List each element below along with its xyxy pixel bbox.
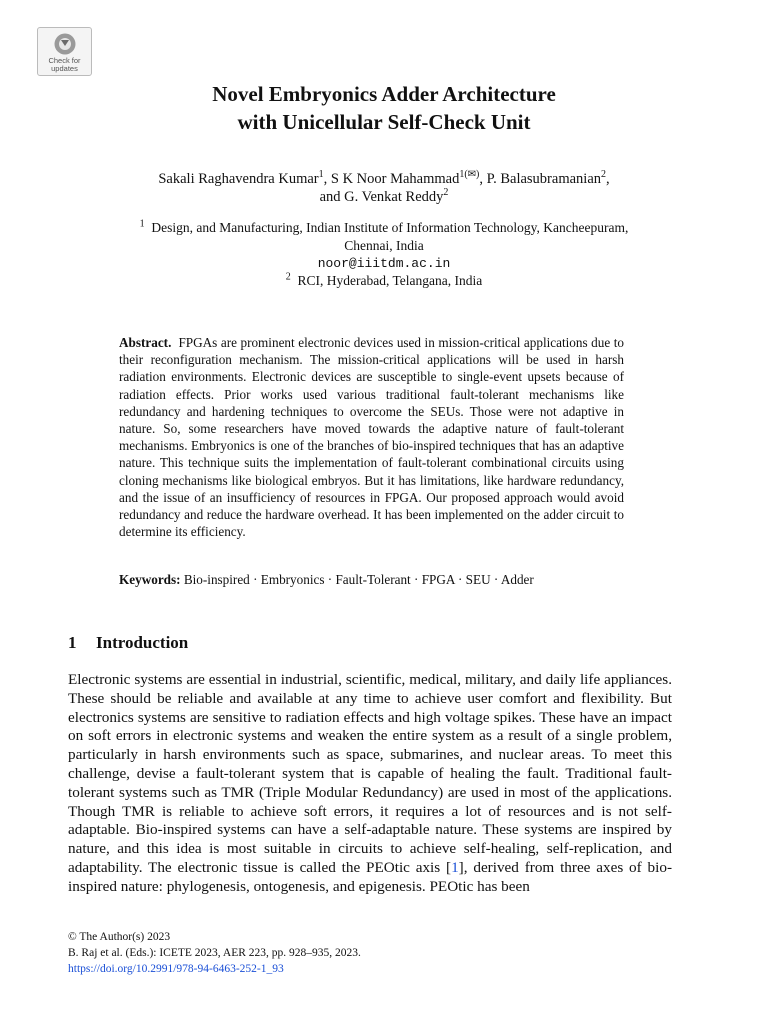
affiliation-text: Design, and Manufacturing, Indian Institute of Information Technology, Kancheepuram,: [151, 220, 629, 235]
keywords: [119, 571, 624, 588]
affiliation-1: [0, 219, 768, 236]
author-line-1: [0, 170, 768, 188]
email-link[interactable]: noor@iiitdm.ac.in: [317, 256, 451, 271]
introduction-paragraph: [68, 671, 672, 897]
intro-text-continued: ], derived from three axes of bio-inspired nature: phylogenesis, ontogenesis, and epigenesis. PEOtic has been: [68, 858, 672, 895]
author-name: , S K Noor Mahammad: [323, 171, 460, 187]
doi-url[interactable]: https://doi.org/10.2991/978-94-6463-252-1_93: [68, 963, 284, 975]
author-affiliation-mark: 2: [443, 187, 449, 199]
paper-title-line-1: Novel Embryonics Adder Architecture: [212, 82, 556, 106]
abstract: [119, 334, 624, 540]
section-number: 1: [68, 633, 77, 652]
section-heading: [68, 633, 188, 653]
author-name: Sakali Raghavendra Kumar: [158, 171, 319, 187]
paper-title-line-2: with Unicellular Self-Check Unit: [237, 110, 531, 134]
doi-link[interactable]: [68, 962, 284, 977]
affiliation-number: 1: [139, 218, 145, 230]
section-title: Introduction: [96, 633, 189, 652]
badge-label: Check for updates: [48, 56, 81, 73]
author-name: , P. Balasubramanian: [479, 171, 602, 187]
affiliation-1-location: Chennai, India: [344, 238, 424, 253]
keywords-text: Bio-inspired · Embryonics · Fault-Tolerant · FPGA · SEU · Adder: [183, 572, 534, 587]
citation-link[interactable]: 1: [451, 858, 459, 876]
author-line-2: [0, 188, 768, 206]
intro-text: Electronic systems are essential in industrial, scientific, medical, military, and daily life appliances. These should be reliable and available at any time to achieve user comfort and flexibility. But electronics systems are sensitive to radiation effects and high voltage spikes. These have an impact on soft errors in electronic systems and weaken the entire system as a result of a single problem, particularly in harsh environments such as space, submarines, and nuclear areas. To meet this challenge, devise a fault-tolerant system that is capable of healing the fault. Traditional fault-tolerant systems such as TMR (Triple Modular Redundancy) are used in most of the applications. Though TMR is reliable to achieve soft errors, it requires a lot of resources and is not self-adaptable. Bio-inspired systems can have a self-adaptable nature. These systems are inspired by nature, and this idea is most suitable in circuits to achieve self-healing, self-replication, and adaptability. The electronic tissue is called the PEOtic axis [: [68, 671, 672, 876]
author-separator: ,: [606, 171, 610, 187]
author-affiliation-mark: 1: [318, 169, 324, 181]
check-for-updates-badge[interactable]: [37, 27, 92, 76]
citation-info: B. Raj et al. (Eds.): ICETE 2023, AER 223, pp. 928–935, 2023.: [68, 947, 361, 959]
abstract-label: Abstract.: [119, 335, 172, 350]
author-name: and G. Venkat Reddy: [319, 189, 444, 205]
abstract-text: FPGAs are prominent electronic devices used in mission-critical applications due to their reconfiguration mechanism. The mission-critical applications will be used in harsh radiation environments. Electronic devices are susceptible to single-event upsets because of radiation effects. Prior works used various traditional fault-tolerant mechanisms like redundancy and hardening techniques to overcome the SEUs. Those were not adaptive in nature. So, some researchers have moved towards the adaptive nature of fault-tolerant mechanisms. Embryonics is one of the branches of bio-inspired techniques that has an adaptive nature. This technique suits the implementation of fault-tolerant combinational circuits using cloning mechanisms like biological embryos. But it has limitations, like hardware redundancy, and the issue of an insufficiency of resources in FPGA. Our proposed approach would avoid redundancy and reduce the hardware overhead. It has been implemented on the adder circuit to determine its efficiency.: [119, 335, 624, 540]
author-affiliation-mark: 2: [601, 169, 607, 181]
affiliation-number: 2: [285, 271, 291, 283]
keywords-label: Keywords:: [119, 572, 181, 587]
affiliation-2: [0, 272, 768, 289]
copyright-notice: © The Author(s) 2023: [68, 931, 171, 943]
check-for-updates-icon: [53, 32, 77, 56]
corresponding-author-mark: 1(✉): [459, 169, 480, 181]
affiliation-text: RCI, Hyderabad, Telangana, India: [297, 273, 483, 288]
